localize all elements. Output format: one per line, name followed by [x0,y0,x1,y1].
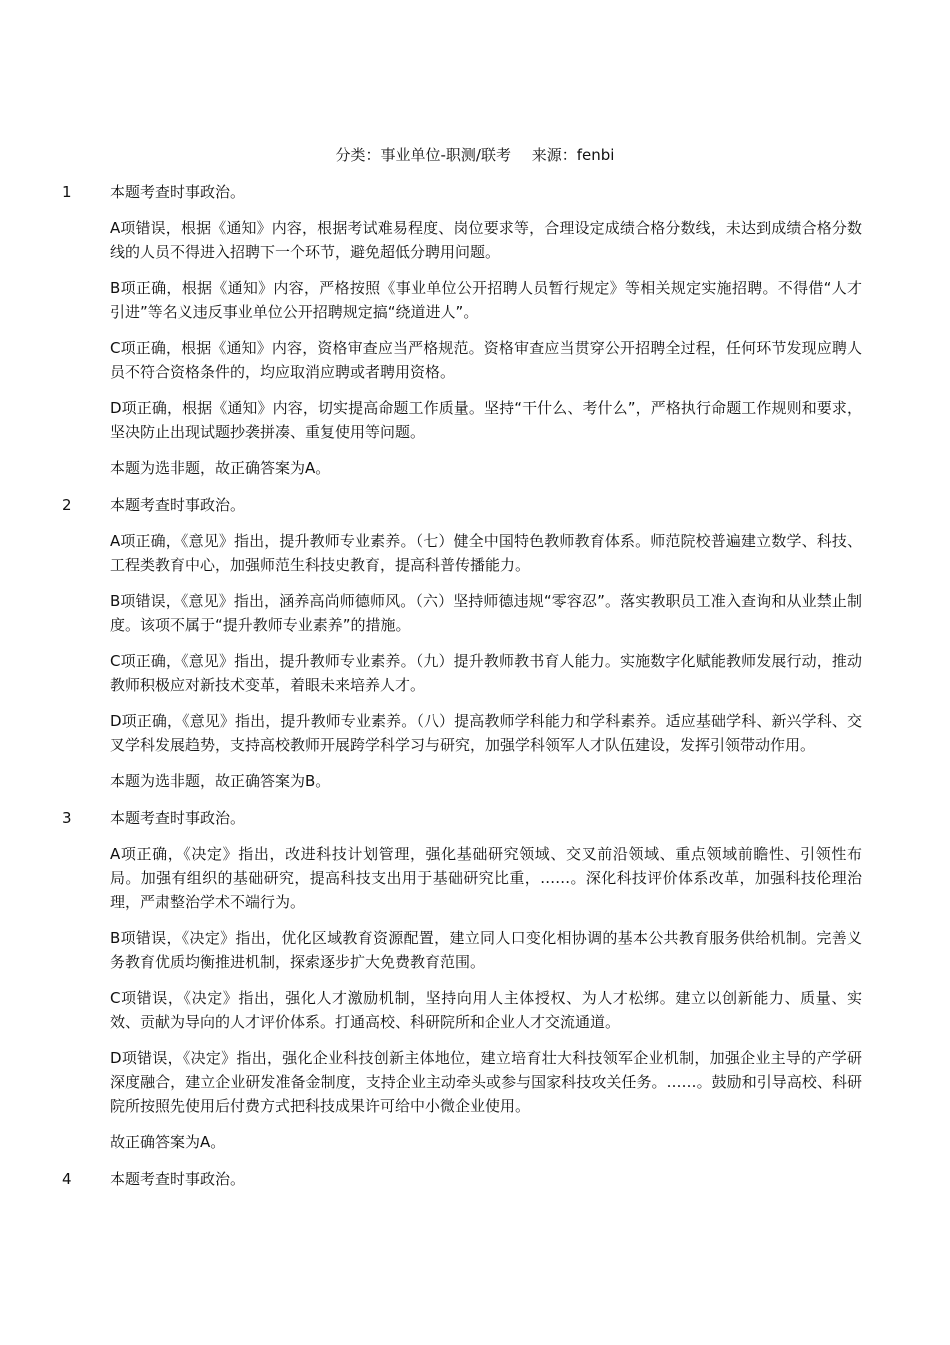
header-category: 分类：事业单位-职测/联考 [335,146,511,164]
answer-line: 故正确答案为A。 [110,1133,226,1151]
explanation-paragraph: B项错误，《决定》指出，优化区域教育资源配置，建立同人口变化相协调的基本公共教育服务供给机制。完善义务教育优质均衡推进机制，探索逐步扩大免费教育范围。 [110,929,862,971]
question-number: 4 [62,1170,72,1188]
explanation-paragraph: B项正确，根据《通知》内容，严格按照《事业单位公开招聘人员暂行规定》等相关规定实施招聘。不得借“人才引进”等名义违反事业单位公开招聘规定搞“绕道进人”。 [110,279,862,321]
explanation-paragraph: A项正确，《决定》指出，改进科技计划管理，强化基础研究领域、交叉前沿领域、重点领域前瞻性、引领性布局。加强有组织的基础研究，提高科技支出用于基础研究比重，……。深化科技评价体系改革，加强科技伦理治理，严肃整治学术不端行为。 [110,845,862,911]
explanation-paragraph: C项错误，《决定》指出，强化人才激励机制，坚持向用人主体授权、为人才松绑。建立以创新能力、质量、实效、贡献为导向的人才评价体系。打通高校、科研院所和企业人才交流通道。 [110,989,862,1031]
explanation-paragraph: D项正确，根据《通知》内容，切实提高命题工作质量。坚持“干什么、考什么”，严格执行命题工作规则和要求，坚决防止出现试题抄袭拼凑、重复使用等问题。 [110,399,862,441]
question-number: 3 [62,809,72,827]
explanation-paragraph: C项正确，根据《通知》内容，资格审查应当严格规范。资格审查应当贯穿公开招聘全过程，任何环节发现应聘人员不符合资格条件的，均应取消应聘或者聘用资格。 [110,339,862,381]
question-number: 2 [62,496,72,514]
answer-line: 本题为选非题，故正确答案为B。 [110,772,331,790]
explanation-paragraph: C项正确，《意见》指出，提升教师专业素养。（九）提升教师教书育人能力。实施数字化赋能教师发展行动，推动教师积极应对新技术变革，着眼未来培养人才。 [110,652,862,694]
question-title: 本题考查时事政治。 [110,496,246,514]
page-header [0,144,950,166]
question-item [0,180,950,480]
question-title: 本题考查时事政治。 [110,809,246,827]
explanation-paragraph: A项正确，《意见》指出，提升教师专业素养。（七）健全中国特色教师教育体系。师范院校普遍建立数学、科技、工程类教育中心，加强师范生科技史教育，提高科普传播能力。 [110,532,862,574]
explanation-paragraph: B项错误，《意见》指出，涵养高尚师德师风。（六）坚持师德违规“零容忍”。落实教职员工准入查询和从业禁止制度。该项不属于“提升教师专业素养”的措施。 [110,592,862,634]
explanation-paragraph: D项错误，《决定》指出，强化企业科技创新主体地位，建立培育壮大科技领军企业机制，加强企业主导的产学研深度融合，建立企业研发准备金制度，支持企业主动牵头或参与国家科技攻关任务。……。鼓励和引导高校、科研院所按照先使用后付费方式把科技成果许可给中小微企业使用。 [110,1049,862,1115]
answer-line: 本题为选非题，故正确答案为A。 [110,459,331,477]
question-item [0,806,950,1154]
explanation-paragraph: A项错误，根据《通知》内容，根据考试难易程度、岗位要求等，合理设定成绩合格分数线，未达到成绩合格分数线的人员不得进入招聘下一个环节，避免超低分聘用问题。 [110,219,862,261]
header-source: 来源：fenbi [531,146,615,164]
question-number: 1 [62,183,72,201]
question-list [0,180,950,1204]
explanation-paragraph: D项正确，《意见》指出，提升教师专业素养。（八）提高教师学科能力和学科素养。适应基础学科、新兴学科、交叉学科发展趋势，支持高校教师开展跨学科学习与研究，加强学科领军人才队伍建设，发挥引领带动作用。 [110,712,862,754]
question-item [0,493,950,793]
question-item [0,1167,950,1191]
question-title: 本题考查时事政治。 [110,183,246,201]
question-title: 本题考查时事政治。 [110,1170,246,1188]
